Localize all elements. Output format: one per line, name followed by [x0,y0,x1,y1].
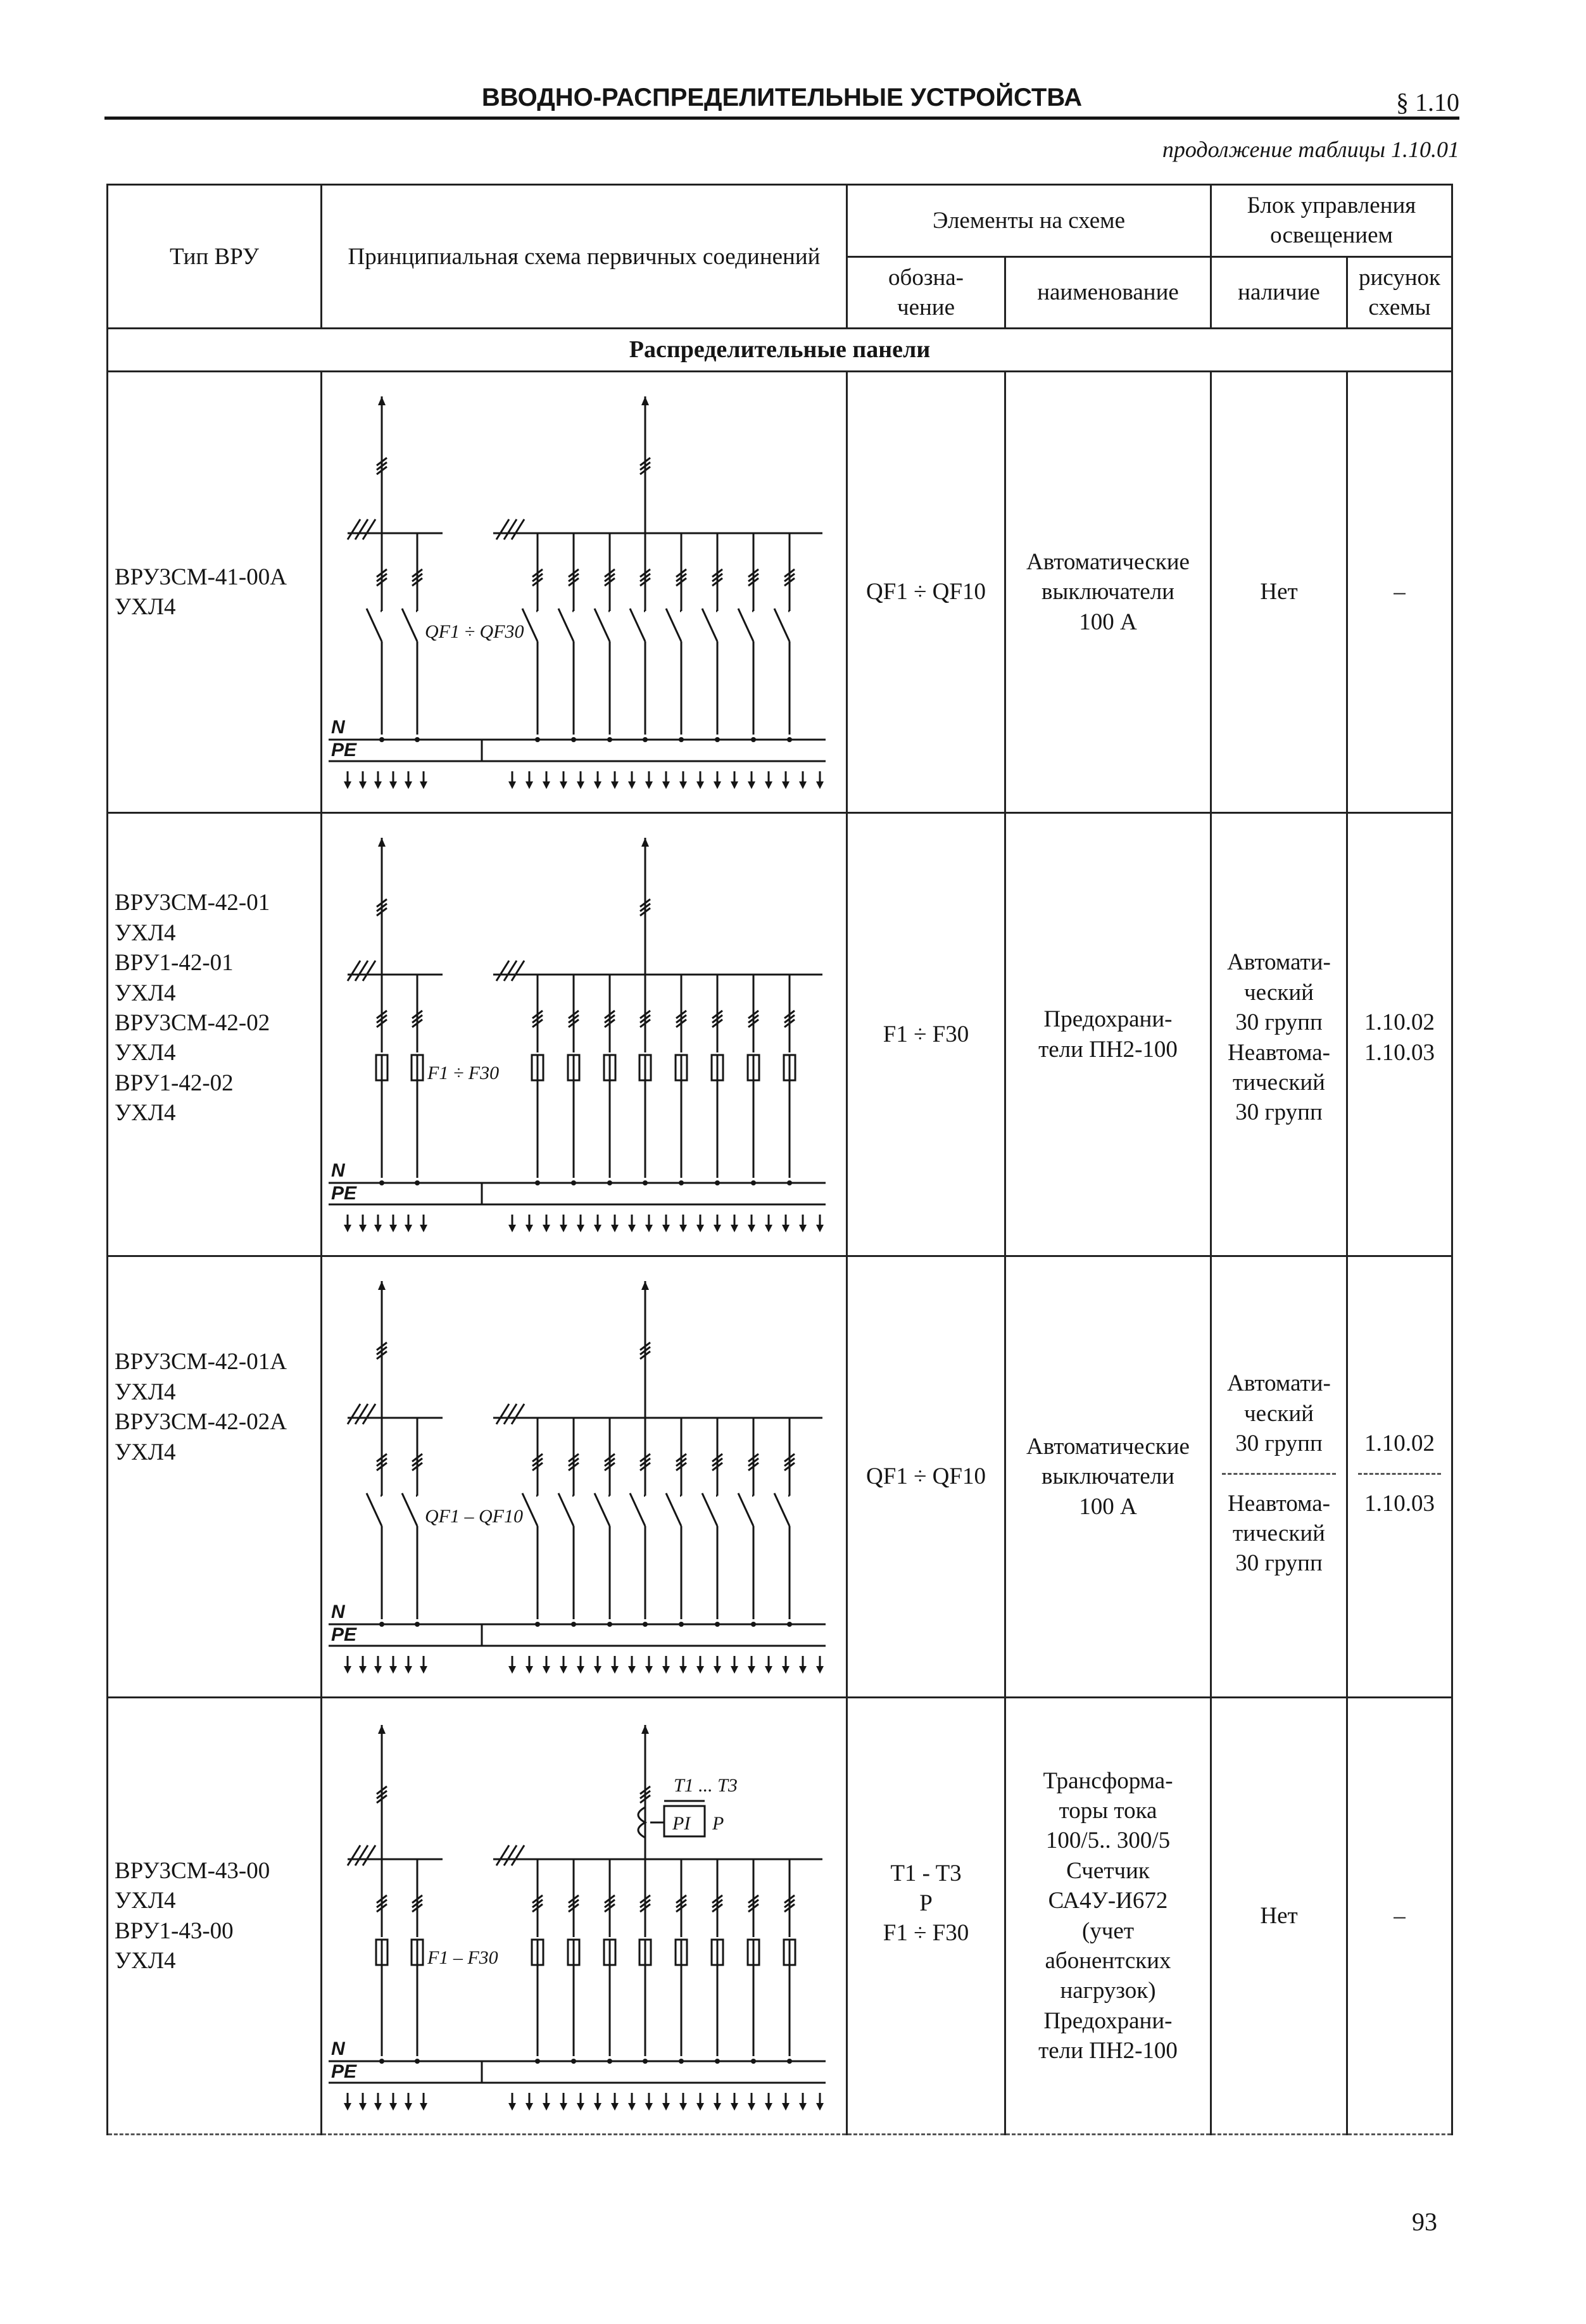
output-arrow-head [679,2103,687,2111]
element-name-cell: Автоматические выключатели 100 А [1005,1256,1211,1698]
neutral-bus-label: N [331,1160,345,1182]
circuit-breaker-icon [558,609,574,641]
designation-transformers: T1 - T3 [890,1860,962,1886]
presence-bottom: Неавтома- тический 30 групп [1228,1490,1330,1577]
circuit-diagram [322,1258,848,1695]
junction-dot [535,1180,540,1185]
scheme-cell [322,1698,847,2135]
figure-cell: – [1347,372,1452,813]
output-arrow-head [560,1225,567,1232]
junction-dot [415,737,420,742]
output-arrow-head [594,1225,601,1232]
busbar-phase-mark [348,519,360,540]
busbar-phase-mark [355,1845,368,1866]
output-arrow-head [420,2103,427,2111]
neutral-bus-label: N [331,1601,345,1623]
junction-dot [751,1622,756,1627]
junction-dot [643,1622,648,1627]
output-arrow-head [611,1225,619,1232]
output-arrow-head [782,1666,790,1674]
circuit-breaker-icon [774,609,790,641]
vru-type-cell [108,813,322,1256]
junction-dot [643,1180,648,1185]
junction-dot [607,1180,612,1185]
vru-type-top: ВРУ3СМ-42-01 УХЛ4 ВРУ1-42-01 УХЛ4 [115,890,270,1006]
circuit-breaker-icon [558,1493,574,1526]
header-title: ВВОДНО-РАСПРЕДЕЛИТЕЛЬНЫЕ УСТРОЙСТВА [481,84,1083,111]
vru-table [106,184,1453,2135]
vru-type-cell: ВРУ3СМ-41-00А УХЛ4 [108,372,322,813]
circuit-breaker-icon [702,1493,717,1526]
figure-cell [1347,1256,1452,1698]
output-arrow-head [344,1666,351,1674]
output-arrow-head [526,781,533,789]
row-vru-42-01a [108,1256,1452,1698]
page-number: 93 [1412,2207,1437,2236]
output-arrow-head [816,1666,824,1674]
output-arrow-head [696,1666,704,1674]
busbar-phase-mark [496,1845,509,1866]
output-arrow-head [405,1225,412,1232]
output-arrow-head [799,781,807,789]
output-arrow-head [508,1225,516,1232]
junction-dot [787,1180,792,1185]
junction-dot [415,1180,420,1185]
busbar-phase-mark [355,1404,368,1424]
circuit-breaker-icon [630,1493,645,1526]
pe-bus-label: PE [331,2061,357,2083]
busbar-phase-mark [512,519,524,540]
output-arrow-head [359,781,367,789]
busbar-phase-mark [512,1845,524,1866]
output-arrow-head [560,2103,567,2111]
output-arrow-head [799,1225,807,1232]
busbar-phase-mark [504,1404,517,1424]
output-arrow-head [359,1666,367,1674]
figure-bottom: 1.10.03 [1364,1490,1435,1517]
output-arrow-head [679,781,687,789]
junction-dot [415,2059,420,2064]
output-arrow-head [714,2103,721,2111]
junction-dot [379,1622,384,1627]
junction-dot [787,737,792,742]
junction-dot [715,2059,720,2064]
presence-cell: Нет [1211,372,1347,813]
output-arrow-head [526,1225,533,1232]
output-arrow-head [344,781,351,789]
output-arrow-head [628,1225,636,1232]
neutral-bus-label: N [331,717,345,738]
junction-dot [379,2059,384,2064]
busbar-phase-mark [355,519,368,540]
incoming-arrow-icon [378,1281,386,1290]
output-arrow-head [628,2103,636,2111]
circuit-breaker-icon [522,609,538,641]
presence-bottom: Неавтома- тический 30 групп [1228,1039,1330,1126]
circuit-breaker-icon [595,1493,610,1526]
output-arrow-head [816,2103,824,2111]
figure-top: 1.10.02 [1364,1430,1435,1457]
junction-dot [679,737,684,742]
junction-dot [715,1622,720,1627]
output-arrow-head [405,781,412,789]
circuit-breaker-icon [402,1493,417,1526]
circuit-breaker-icon [367,1493,382,1526]
junction-dot [607,737,612,742]
vru-type-bottom: ВРУ3СМ-42-02 УХЛ4 ВРУ1-42-02 УХЛ4 [115,1009,270,1126]
scheme-cell [322,1256,847,1698]
output-arrow-head [731,1666,738,1674]
vru-type-top: ВРУ3СМ-42-01А УХЛ4 [115,1349,287,1405]
output-arrow-head [359,2103,367,2111]
junction-dot [571,1622,576,1627]
busbar-phase-mark [512,1404,524,1424]
output-arrow-head [389,2103,397,2111]
circuit-breaker-icon [738,609,753,641]
output-arrow-head [765,1666,772,1674]
header-figure: рисунок схемы [1347,256,1452,329]
figure-top: 1.10.02 [1364,1009,1435,1036]
circuit-diagram [322,815,848,1254]
output-arrow-head [359,1225,367,1232]
scheme-cell [322,813,847,1256]
junction-dot [607,2059,612,2064]
circuit-breaker-icon [774,1493,790,1526]
circuit-diagram [322,1700,848,2132]
output-arrow-head [696,781,704,789]
junction-dot [751,2059,756,2064]
output-arrow-head [765,781,772,789]
output-arrow-head [374,2103,382,2111]
output-arrow-head [526,1666,533,1674]
output-arrow-head [420,1225,427,1232]
output-arrow-head [662,2103,670,2111]
designation-cell: QF1 ÷ QF10 [847,1256,1005,1698]
output-arrow-head [577,781,584,789]
header-control-block: Блок управления освещением [1211,185,1452,257]
output-arrow-head [611,2103,619,2111]
designation-cell: F1 ÷ F30 [847,813,1005,1256]
output-arrow-head [543,1666,550,1674]
table-continuation-note: продолжение таблицы 1.10.01 [1162,137,1459,162]
busbar-phase-mark [496,1404,509,1424]
busbar-phase-mark [363,1404,375,1424]
output-arrow-head [714,1225,721,1232]
device-range-label: F1 ÷ F30 [427,1063,500,1084]
busbar-phase-mark [496,961,509,981]
junction-dot [607,1622,612,1627]
output-arrow-head [816,1225,824,1232]
output-arrow-head [782,781,790,789]
element-name-cell: Трансформа- торы тока 100/5.. 300/5 Счетчик СА4У-И672 (учет абонентских нагрузок) Предохрани- тели ПН2-100 [1005,1698,1211,2135]
busbar-phase-mark [348,961,360,981]
busbar-phase-mark [504,519,517,540]
element-name-cell: Предохрани- тели ПН2-100 [1005,813,1211,1256]
circuit-breaker-icon [367,609,382,641]
output-arrow-head [645,1225,653,1232]
incoming-arrow-icon [378,1725,386,1734]
junction-dot [751,1180,756,1185]
output-arrow-head [679,1225,687,1232]
current-transformer-icon [638,1807,645,1838]
section-number: § 1.10 [1396,88,1459,117]
junction-dot [571,2059,576,2064]
output-arrow-head [389,1225,397,1232]
output-arrow-head [696,1225,704,1232]
junction-dot [379,1180,384,1185]
junction-dot [787,2059,792,2064]
output-arrow-head [374,781,382,789]
output-arrow-head [731,2103,738,2111]
junction-dot [679,1180,684,1185]
output-arrow-head [782,2103,790,2111]
junction-dot [643,2059,648,2064]
busbar-phase-mark [496,519,509,540]
junction-dot [679,1622,684,1627]
busbar-phase-mark [363,519,375,540]
output-arrow-head [420,781,427,789]
output-arrow-head [662,781,670,789]
row-vru-43-00 [108,1698,1452,2135]
output-arrow-head [628,1666,636,1674]
vru-type-cell: ВРУ3СМ-43-00 УХЛ4 ВРУ1-43-00 УХЛ4 [108,1698,322,2135]
output-arrow-head [714,781,721,789]
output-arrow-head [594,2103,601,2111]
meter-label: P [712,1813,724,1835]
row-vru-42-01 [108,813,1452,1256]
circuit-breaker-icon [595,609,610,641]
junction-dot [715,1180,720,1185]
output-arrow-head [645,2103,653,2111]
designation-fuses: F1 ÷ F30 [883,1920,969,1947]
output-arrow-head [731,1225,738,1232]
output-arrow-head [679,1666,687,1674]
circuit-breaker-icon [738,1493,753,1526]
output-arrow-head [816,781,824,789]
output-arrow-head [748,1225,755,1232]
designation-meter: P [919,1890,933,1916]
junction-dot [751,737,756,742]
output-arrow-head [662,1225,670,1232]
page-header [104,76,1459,120]
transformer-label: T1 ... T3 [674,1775,738,1797]
row-vru-41-00a [108,372,1452,813]
figure-cell [1347,813,1452,1256]
designation-cell: QF1 ÷ QF10 [847,372,1005,813]
incoming-arrow-icon [641,396,649,405]
circuit-diagram [322,374,848,811]
dashed-separator [1358,1473,1441,1475]
output-arrow-head [645,781,653,789]
figure-cell: – [1347,1698,1452,2135]
output-arrow-head [611,781,619,789]
incoming-arrow-icon [641,838,649,847]
output-arrow-head [374,1225,382,1232]
output-arrow-head [628,781,636,789]
junction-dot [571,1180,576,1185]
output-arrow-head [389,1666,397,1674]
output-arrow-head [662,1666,670,1674]
output-arrow-head [731,781,738,789]
junction-dot [571,737,576,742]
junction-dot [787,1622,792,1627]
busbar-phase-mark [504,961,517,981]
incoming-arrow-icon [641,1725,649,1734]
designation-cell [847,1698,1005,2135]
output-arrow-head [508,781,516,789]
incoming-arrow-icon [378,396,386,405]
output-arrow-head [560,781,567,789]
device-range-label: QF1 – QF10 [425,1506,523,1527]
busbar-phase-mark [512,961,524,981]
header-designation: обозна- чение [847,256,1005,329]
circuit-breaker-icon [630,609,645,641]
header-name: наименование [1005,256,1211,329]
output-arrow-head [799,2103,807,2111]
output-arrow-head [765,1225,772,1232]
output-arrow-head [765,2103,772,2111]
scheme-cell [322,372,847,813]
figure-bottom: 1.10.03 [1364,1039,1435,1066]
output-arrow-head [577,2103,584,2111]
output-arrow-head [543,1225,550,1232]
presence-cell [1211,1256,1347,1698]
header-type: Тип ВРУ [108,185,322,329]
busbar-phase-mark [348,1404,360,1424]
device-range-label: F1 – F30 [427,1947,498,1969]
presence-cell: Нет [1211,1698,1347,2135]
output-arrow-head [344,2103,351,2111]
output-arrow-head [526,2103,533,2111]
junction-dot [535,2059,540,2064]
element-name-cell: Автоматические выключатели 100 А [1005,372,1211,813]
output-arrow-head [748,781,755,789]
junction-dot [535,737,540,742]
junction-dot [715,737,720,742]
output-arrow-head [748,2103,755,2111]
meter-symbol: PI [672,1813,691,1835]
device-range-label: QF1 ÷ QF30 [425,621,524,643]
junction-dot [379,737,384,742]
busbar-phase-mark [363,961,375,981]
vru-type-cell [108,1256,322,1698]
output-arrow-head [508,1666,516,1674]
presence-top: Автомати- ческий 30 групп [1227,949,1331,1036]
output-arrow-head [389,781,397,789]
junction-dot [679,2059,684,2064]
junction-dot [415,1622,420,1627]
junction-dot [643,737,648,742]
busbar-phase-mark [348,1845,360,1866]
busbar-phase-mark [355,961,368,981]
busbar-phase-mark [504,1845,517,1866]
header-presence: наличие [1211,256,1347,329]
output-arrow-head [560,1666,567,1674]
output-arrow-head [799,1666,807,1674]
output-arrow-head [420,1666,427,1674]
output-arrow-head [696,2103,704,2111]
output-arrow-head [577,1666,584,1674]
incoming-arrow-icon [378,838,386,847]
neutral-bus-label: N [331,2038,345,2060]
presence-cell [1211,813,1347,1256]
pe-bus-label: PE [331,1183,357,1204]
circuit-breaker-icon [402,609,417,641]
output-arrow-head [543,781,550,789]
incoming-arrow-icon [641,1281,649,1290]
circuit-breaker-icon [666,1493,681,1526]
output-arrow-head [344,1225,351,1232]
output-arrow-head [405,1666,412,1674]
dashed-separator [1222,1473,1336,1475]
header-scheme: Принципиальная схема первичных соединений [322,185,847,329]
pe-bus-label: PE [331,740,357,761]
junction-dot [535,1622,540,1627]
output-arrow-head [374,1666,382,1674]
section-title: Распределительные панели [108,329,1452,372]
header-elements: Элементы на схеме [847,185,1211,257]
output-arrow-head [748,1666,755,1674]
output-arrow-head [594,781,601,789]
output-arrow-head [714,1666,721,1674]
output-arrow-head [782,1225,790,1232]
output-arrow-head [405,2103,412,2111]
circuit-breaker-icon [522,1493,538,1526]
circuit-breaker-icon [702,609,717,641]
output-arrow-head [577,1225,584,1232]
circuit-breaker-icon [666,609,681,641]
output-arrow-head [645,1666,653,1674]
vru-type-bottom: ВРУ3СМ-42-02А УХЛ4 [115,1409,287,1465]
pe-bus-label: PE [331,1624,357,1646]
output-arrow-head [611,1666,619,1674]
output-arrow-head [543,2103,550,2111]
output-arrow-head [594,1666,601,1674]
output-arrow-head [508,2103,516,2111]
presence-top: Автомати- ческий 30 групп [1227,1370,1331,1457]
busbar-phase-mark [363,1845,375,1866]
